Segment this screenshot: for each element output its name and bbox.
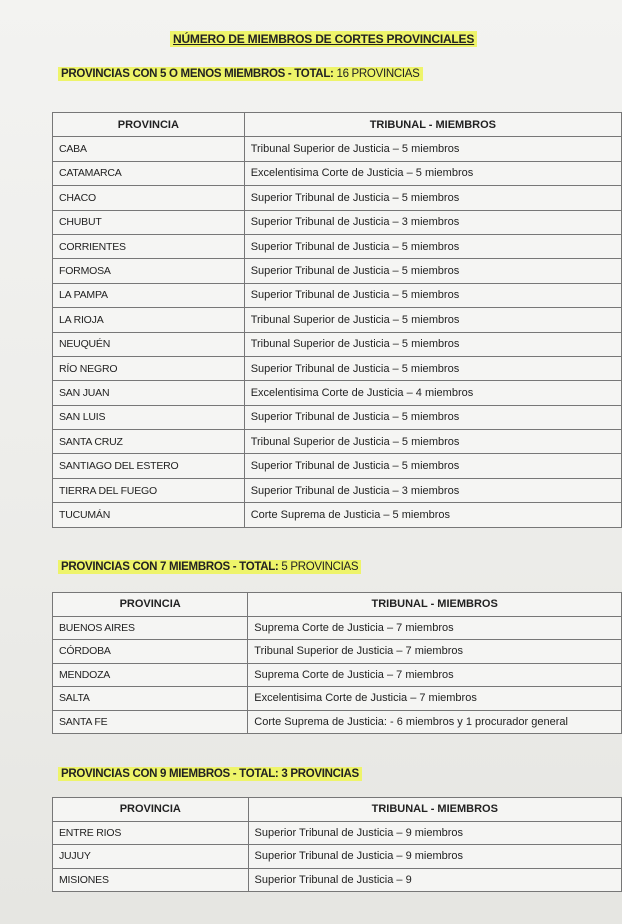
- tribunal-cell: Tribunal Superior de Justicia – 5 miembros: [244, 137, 621, 161]
- province-cell: TIERRA DEL FUEGO: [53, 478, 245, 502]
- document-title: NÚMERO DE MIEMBROS DE CORTES PROVINCIALES: [170, 32, 477, 46]
- table-header-row: [53, 113, 622, 137]
- tribunal-cell: Excelentisima Corte de Justicia – 7 miembros: [248, 687, 622, 711]
- table-row: [53, 161, 622, 185]
- tribunal-cell: Superior Tribunal de Justicia – 5 miembros: [244, 283, 621, 307]
- tribunal-cell: Superior Tribunal de Justicia – 5 miembros: [244, 454, 621, 478]
- table-row: [53, 381, 622, 405]
- section-heading-9-members: [58, 768, 362, 780]
- province-cell: NEUQUÉN: [53, 332, 245, 356]
- table-row: [53, 687, 622, 711]
- tribunal-cell: Superior Tribunal de Justicia – 9 miembros: [248, 845, 621, 869]
- column-header-province: PROVINCIA: [53, 798, 249, 822]
- table-5-or-less-members: [52, 112, 622, 528]
- province-cell: SAN JUAN: [53, 381, 245, 405]
- province-cell: LA PAMPA: [53, 283, 245, 307]
- table-row: [53, 308, 622, 332]
- column-header-province: PROVINCIA: [53, 593, 248, 617]
- tribunal-cell: Tribunal Superior de Justicia – 7 miembros: [248, 640, 622, 664]
- table-row: [53, 405, 622, 429]
- province-cell: JUJUY: [53, 845, 249, 869]
- table-row: [53, 283, 622, 307]
- tribunal-cell: Superior Tribunal de Justicia – 5 miembros: [244, 234, 621, 258]
- province-cell: SALTA: [53, 687, 248, 711]
- table-row: [53, 210, 622, 234]
- table-row: [53, 845, 622, 869]
- province-cell: CHUBUT: [53, 210, 245, 234]
- tribunal-cell: Superior Tribunal de Justicia – 3 miembros: [244, 210, 621, 234]
- province-cell: RÍO NEGRO: [53, 356, 245, 380]
- tribunal-cell: Suprema Corte de Justicia – 7 miembros: [248, 616, 622, 640]
- province-cell: CÓRDOBA: [53, 640, 248, 664]
- province-cell: BUENOS AIRES: [53, 616, 248, 640]
- tribunal-cell: Superior Tribunal de Justicia – 5 miembros: [244, 405, 621, 429]
- table-7-members: [52, 592, 622, 734]
- tribunal-cell: Tribunal Superior de Justicia – 5 miembros: [244, 308, 621, 332]
- table-row: [53, 821, 622, 845]
- table-row: [53, 259, 622, 283]
- tribunal-cell: Superior Tribunal de Justicia – 5 miembros: [244, 259, 621, 283]
- table-row: [53, 186, 622, 210]
- tribunal-cell: Excelentisima Corte de Justicia – 4 miembros: [244, 381, 621, 405]
- section-heading-normal: 5 PROVINCIAS: [278, 561, 359, 573]
- province-cell: FORMOSA: [53, 259, 245, 283]
- province-cell: CHACO: [53, 186, 245, 210]
- tribunal-cell: Superior Tribunal de Justicia – 9 miembros: [248, 821, 621, 845]
- province-cell: LA RIOJA: [53, 308, 245, 332]
- tribunal-cell: Corte Suprema de Justicia – 5 miembros: [244, 503, 621, 527]
- section-heading-7-members: [58, 561, 361, 573]
- tribunal-cell: Suprema Corte de Justicia – 7 miembros: [248, 663, 622, 687]
- province-cell: CABA: [53, 137, 245, 161]
- province-cell: SANTA FE: [53, 710, 248, 734]
- table-row: [53, 332, 622, 356]
- table-row: [53, 868, 622, 892]
- province-cell: CATAMARCA: [53, 161, 245, 185]
- table-row: [53, 430, 622, 454]
- tribunal-cell: Tribunal Superior de Justicia – 5 miembros: [244, 332, 621, 356]
- table-9-members: [52, 797, 622, 892]
- table-row: [53, 663, 622, 687]
- column-header-tribunal: TRIBUNAL - MIEMBROS: [248, 593, 622, 617]
- table-row: [53, 234, 622, 258]
- column-header-province: PROVINCIA: [53, 113, 245, 137]
- section-heading-normal: 16 PROVINCIAS: [333, 68, 420, 80]
- section-heading-bold: PROVINCIAS CON 9 MIEMBROS - TOTAL: 3 PROVINCIAS: [61, 768, 359, 780]
- table-header-row: [53, 593, 622, 617]
- province-cell: MISIONES: [53, 868, 249, 892]
- province-cell: TUCUMÁN: [53, 503, 245, 527]
- province-cell: CORRIENTES: [53, 234, 245, 258]
- table-row: [53, 137, 622, 161]
- tribunal-cell: Superior Tribunal de Justicia – 3 miembros: [244, 478, 621, 502]
- table-row: [53, 503, 622, 527]
- section-heading-5-or-less: [58, 68, 423, 80]
- section-heading-bold: PROVINCIAS CON 5 O MENOS MIEMBROS - TOTAL:: [61, 68, 334, 80]
- column-header-tribunal: TRIBUNAL - MIEMBROS: [248, 798, 621, 822]
- tribunal-cell: Superior Tribunal de Justicia – 9: [248, 868, 621, 892]
- province-cell: SANTIAGO DEL ESTERO: [53, 454, 245, 478]
- table-row: [53, 616, 622, 640]
- table-row: [53, 478, 622, 502]
- tribunal-cell: Superior Tribunal de Justicia – 5 miembros: [244, 356, 621, 380]
- province-cell: MENDOZA: [53, 663, 248, 687]
- province-cell: SAN LUIS: [53, 405, 245, 429]
- section-heading-bold: PROVINCIAS CON 7 MIEMBROS - TOTAL:: [61, 561, 279, 573]
- column-header-tribunal: TRIBUNAL - MIEMBROS: [244, 113, 621, 137]
- table-row: [53, 454, 622, 478]
- tribunal-cell: Excelentisima Corte de Justicia – 5 miembros: [244, 161, 621, 185]
- province-cell: SANTA CRUZ: [53, 430, 245, 454]
- province-cell: ENTRE RIOS: [53, 821, 249, 845]
- table-header-row: [53, 798, 622, 822]
- table-row: [53, 640, 622, 664]
- tribunal-cell: Corte Suprema de Justicia: - 6 miembros y 1 procurador general: [248, 710, 622, 734]
- table-row: [53, 710, 622, 734]
- tribunal-cell: Tribunal Superior de Justicia – 5 miembros: [244, 430, 621, 454]
- table-row: [53, 356, 622, 380]
- tribunal-cell: Superior Tribunal de Justicia – 5 miembros: [244, 186, 621, 210]
